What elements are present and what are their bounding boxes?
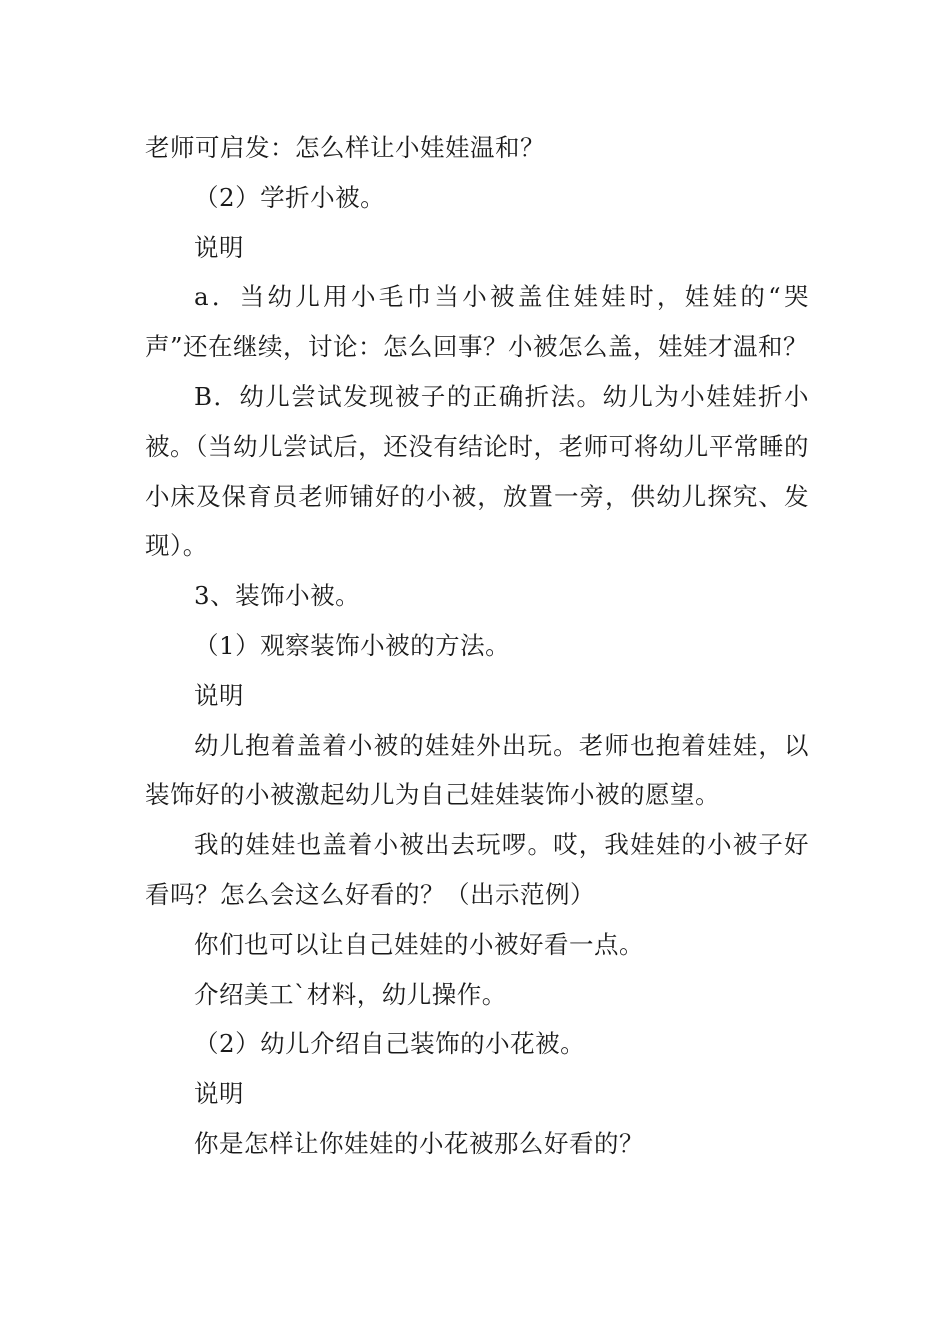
paragraph-2: （2）学折小被。 [194, 182, 386, 212]
paragraph-13: （2）幼儿介绍自己装饰的小花被。 [194, 1029, 586, 1059]
paragraph-7: （1）观察装饰小被的方法。 [194, 630, 511, 660]
paragraph-3: 说明 [194, 232, 244, 262]
paragraph-4: a．当幼儿用小毛巾当小被盖住娃娃时，娃娃的“哭声”还在继续，讨论：怎么回事？小被怎么盖，娃娃才温和？ [145, 282, 809, 362]
paragraph-14: 说明 [194, 1079, 244, 1109]
paragraph-6: 3、装饰小被。 [194, 581, 361, 611]
paragraph-9: 幼儿抱着盖着小被的娃娃外出玩。老师也抱着娃娃，以装饰好的小被激起幼儿为自己娃娃装饰小被的愿望。 [145, 730, 809, 810]
paragraph-10: 我的娃娃也盖着小被出去玩啰。哎，我娃娃的小被子好看吗？怎么会这么好看的？（出示范例） [145, 830, 809, 909]
paragraph-15: 你是怎样让你娃娃的小花被那么好看的？ [194, 1128, 644, 1158]
document-body [145, 123, 809, 1169]
paragraph-11: 你们也可以让自己娃娃的小被好看一点。 [194, 929, 644, 959]
paragraph-8: 说明 [194, 680, 244, 710]
paragraph-1: 老师可启发：怎么样让小娃娃温和？ [145, 133, 545, 162]
paragraph-5: B．幼儿尝试发现被子的正确折法。幼儿为小娃娃折小被。（当幼儿尝试后，还没有结论时，老师可将幼儿平常睡的小床及保育员老师铺好的小被，放置一旁，供幼儿探究、发现）。 [145, 381, 809, 561]
paragraph-12: 介绍美工`材料，幼儿操作。 [194, 979, 507, 1009]
